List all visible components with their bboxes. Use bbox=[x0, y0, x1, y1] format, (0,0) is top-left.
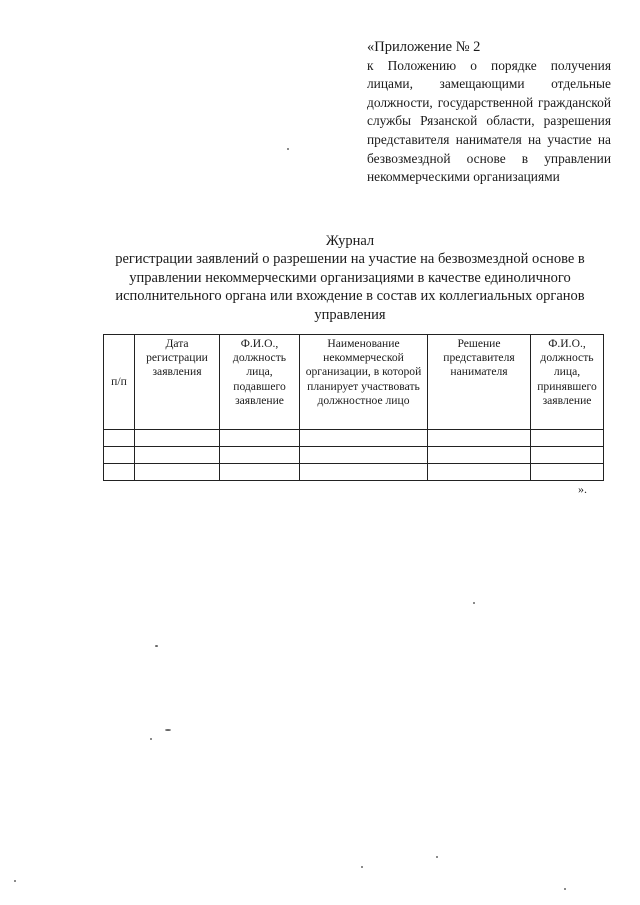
header-organization: Наименование некоммерческой организации, в которой планирует участвовать должностное лицо bbox=[300, 335, 428, 430]
closing-quote: ». bbox=[578, 482, 587, 496]
table-cell bbox=[135, 430, 220, 447]
header-number: п/п bbox=[104, 335, 135, 430]
table-cell bbox=[531, 430, 604, 447]
scan-speck bbox=[287, 148, 289, 150]
scan-speck bbox=[150, 738, 152, 740]
scan-speck bbox=[564, 888, 566, 890]
table-cell bbox=[104, 447, 135, 464]
table-cell bbox=[300, 464, 428, 481]
table-cell bbox=[428, 447, 531, 464]
table-cell bbox=[135, 447, 220, 464]
table-cell bbox=[220, 464, 300, 481]
table-cell bbox=[220, 447, 300, 464]
scan-speck bbox=[165, 729, 171, 731]
table-row bbox=[104, 430, 604, 447]
table-cell bbox=[220, 430, 300, 447]
table-cell bbox=[300, 430, 428, 447]
scan-speck bbox=[155, 645, 158, 647]
table-cell bbox=[428, 430, 531, 447]
journal-title: Журнал bbox=[325, 233, 375, 249]
scan-speck bbox=[436, 856, 438, 858]
appendix-text: к Положению о порядке получения лицами, замещающими отдельные должности, государственной гражданской службы Рязанской области, разрешения представителя нанимателя на участие на безвозмездной основе в управлении некоммерческими организациями bbox=[367, 57, 611, 185]
table-body bbox=[104, 430, 604, 481]
table-cell bbox=[300, 447, 428, 464]
table-cell bbox=[135, 464, 220, 481]
header-applicant: Ф.И.О., должность лица, подавшего заявление bbox=[220, 335, 300, 430]
journal-subtitle: регистрации заявлений о разрешении на участие на безвозмездной основе в управлении некоммерческими организациями в качестве единоличного исполнительного органа или вхождение в состав их коллегиальных органов управления bbox=[115, 251, 585, 323]
appendix-block bbox=[367, 38, 611, 187]
scan-speck bbox=[14, 880, 16, 882]
scan-speck bbox=[361, 866, 363, 868]
header-receiver: Ф.И.О., должность лица, принявшего заявление bbox=[531, 335, 604, 430]
header-decision: Решение представителя нанимателя bbox=[428, 335, 531, 430]
table-cell bbox=[531, 447, 604, 464]
table-cell bbox=[104, 430, 135, 447]
table-row bbox=[104, 464, 604, 481]
table-header-row bbox=[104, 335, 604, 430]
table-row bbox=[104, 447, 604, 464]
table-cell bbox=[428, 464, 531, 481]
journal-table bbox=[103, 334, 604, 481]
table-cell bbox=[104, 464, 135, 481]
scan-speck bbox=[473, 602, 475, 604]
header-registration-date: Дата регистрации заявления bbox=[135, 335, 220, 430]
appendix-heading: «Приложение № 2 bbox=[367, 39, 481, 55]
table-cell bbox=[531, 464, 604, 481]
